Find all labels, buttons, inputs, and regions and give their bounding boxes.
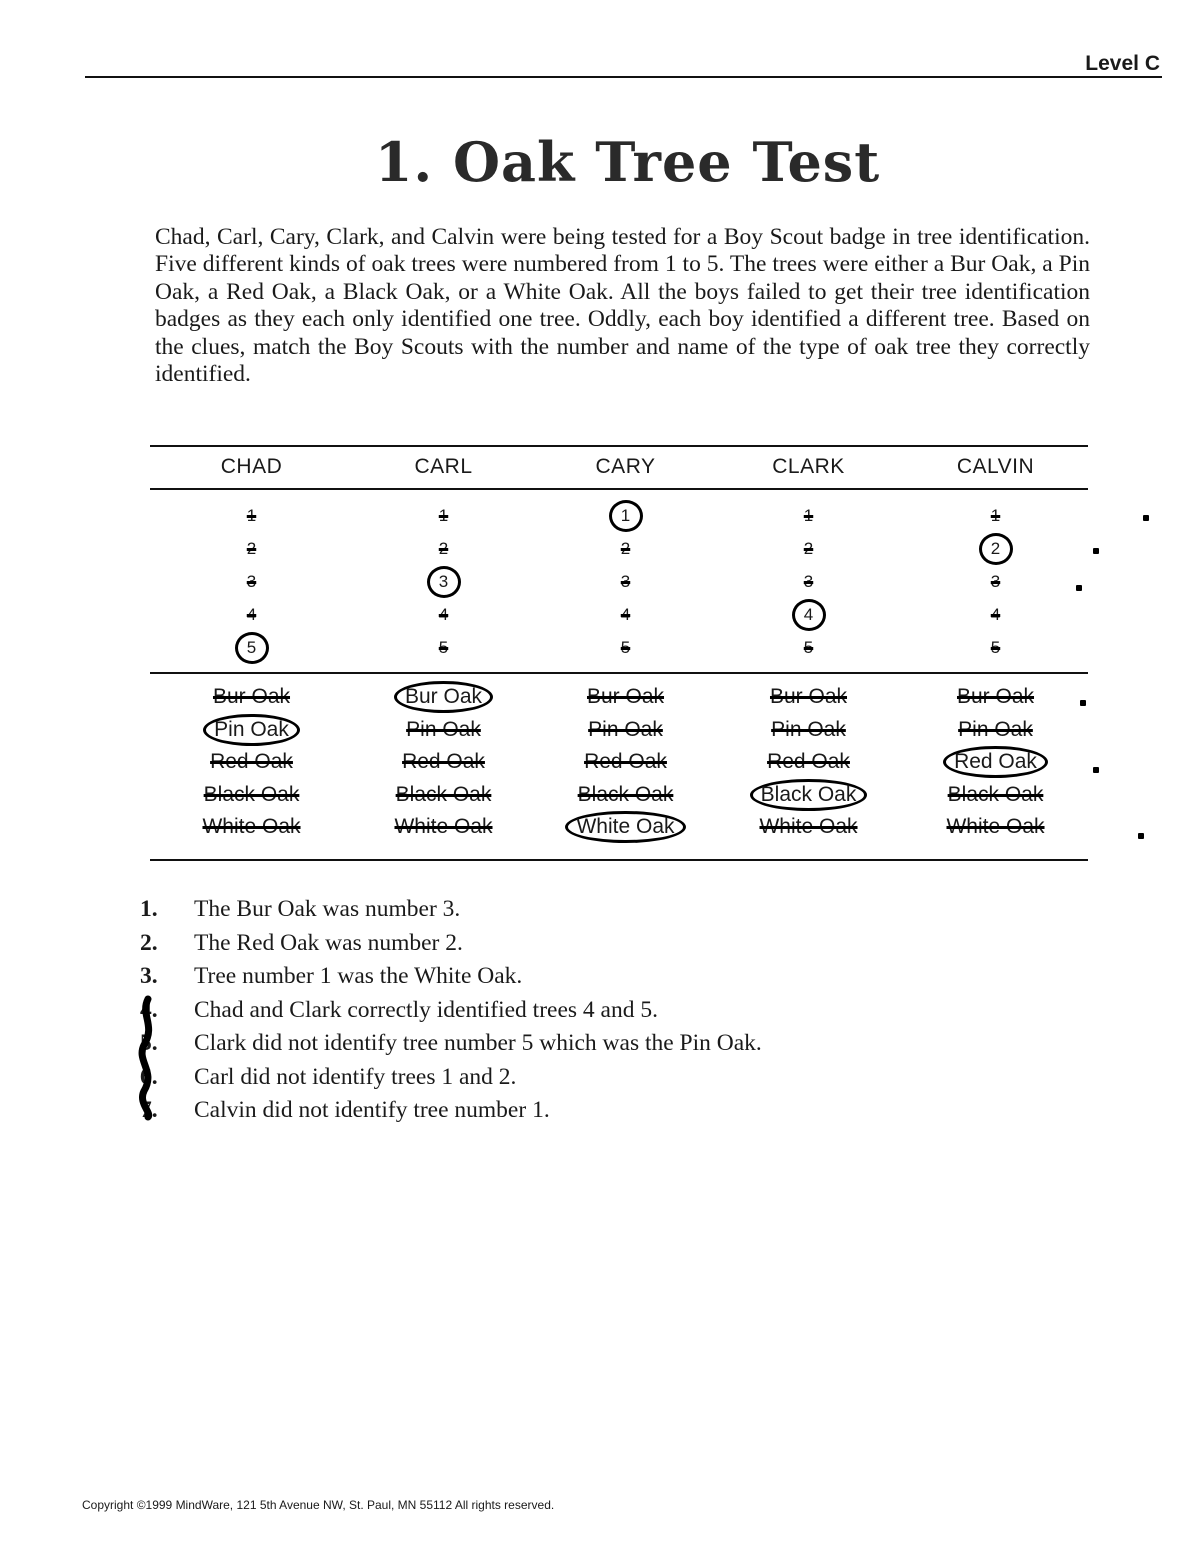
tree-number-row — [532, 499, 719, 532]
tree-number-row — [158, 565, 345, 598]
number-list — [902, 499, 1089, 664]
scan-speck — [1093, 767, 1099, 773]
oak-list — [715, 681, 902, 844]
circled-oak-name: Black Oak — [750, 779, 868, 811]
clue-item — [140, 960, 1040, 994]
clue-item — [140, 994, 1040, 1028]
level-label: Level C — [1085, 52, 1160, 75]
clue-number: 7. — [140, 1097, 158, 1123]
tree-number-row — [902, 565, 1089, 598]
crossed-oak-name: Red Oak — [584, 750, 667, 773]
tree-number-row — [158, 631, 345, 664]
tree-number-row — [715, 532, 902, 565]
crossed-oak-name: Black Oak — [395, 782, 492, 806]
tree-number-row — [158, 532, 345, 565]
tree-number-row — [715, 631, 902, 664]
crossed-oak-name: Black Oak — [947, 782, 1044, 806]
scan-speck — [1093, 548, 1099, 554]
crossed-tree-number: 4 — [438, 605, 449, 624]
crossed-oak-name: Pin Oak — [771, 717, 846, 741]
crossed-oak-name: Red Oak — [210, 750, 293, 773]
crossed-tree-number: 2 — [803, 539, 814, 558]
crossed-tree-number: 3 — [620, 572, 631, 591]
crossed-tree-number: 1 — [990, 506, 1001, 525]
column-name: CALVIN — [956, 455, 1035, 478]
scan-speck — [1138, 833, 1144, 839]
oak-row — [532, 714, 719, 747]
crossed-tree-number: 1 — [803, 506, 814, 525]
copyright-notice: Copyright ©1999 MindWare, 121 5th Avenue NW, St. Paul, MN 55112 All rights reserved. — [82, 1498, 555, 1512]
tree-number-row — [715, 499, 902, 532]
crossed-oak-name: White Oak — [759, 815, 858, 838]
oak-row — [350, 746, 537, 779]
crossed-oak-name: Bur Oak — [212, 685, 291, 708]
crossed-tree-number: 5 — [438, 638, 449, 657]
tree-number-row — [902, 631, 1089, 664]
clue-item — [140, 1061, 1040, 1095]
crossed-oak-name: Black Oak — [577, 782, 674, 806]
crossed-tree-number: 5 — [990, 638, 1001, 657]
tree-number-row — [532, 532, 719, 565]
clue-list — [140, 893, 1040, 1128]
clue-number: 6. — [140, 1063, 158, 1090]
tree-number-row — [158, 598, 345, 631]
tree-number-row — [158, 499, 345, 532]
oak-row — [532, 681, 719, 714]
crossed-oak-name: Red Oak — [767, 750, 850, 773]
clue-number: 5. — [140, 1030, 158, 1056]
number-list — [532, 499, 719, 664]
grid-column-chad — [158, 445, 345, 865]
oak-row — [902, 746, 1089, 779]
oak-list — [902, 681, 1089, 844]
oak-row — [158, 681, 345, 714]
page-title: 1. Oak Tree Test — [374, 130, 881, 194]
crossed-oak-name: Pin Oak — [588, 717, 663, 741]
crossed-tree-number: 4 — [246, 605, 257, 624]
tree-number-row — [350, 565, 537, 598]
circled-tree-number: 5 — [235, 632, 269, 664]
crossed-tree-number: 3 — [990, 572, 1001, 591]
clue-item — [140, 927, 1040, 961]
oak-row — [158, 746, 345, 779]
oak-row — [350, 681, 537, 714]
grid-column-cary — [532, 445, 719, 865]
crossed-tree-number: 2 — [246, 539, 257, 558]
tree-number-row — [715, 565, 902, 598]
clue-number: 3. — [140, 963, 158, 989]
oak-row — [532, 811, 719, 844]
oak-row — [350, 779, 537, 812]
column-name: CARY — [595, 455, 656, 478]
tree-number-row — [532, 631, 719, 664]
scan-speck — [1143, 515, 1149, 521]
oak-row — [158, 714, 345, 747]
circled-tree-number: 2 — [979, 533, 1013, 565]
tree-number-row — [350, 631, 537, 664]
crossed-oak-name: Pin Oak — [958, 717, 1033, 741]
circled-tree-number: 1 — [609, 500, 643, 532]
circled-oak-name: Bur Oak — [394, 681, 493, 713]
crossed-tree-number: 1 — [246, 506, 257, 525]
header-rule — [85, 76, 1162, 78]
crossed-tree-number: 4 — [990, 605, 1001, 624]
tree-number-row — [532, 565, 719, 598]
tree-number-row — [902, 598, 1089, 631]
oak-row — [715, 779, 902, 812]
oak-list — [158, 681, 345, 844]
crossed-oak-name: Black Oak — [203, 782, 300, 806]
crossed-tree-number: 4 — [620, 605, 631, 624]
tree-number-row — [350, 598, 537, 631]
circled-tree-number: 3 — [427, 566, 461, 598]
handwritten-bracket-mark — [134, 995, 162, 1121]
scan-speck — [1080, 700, 1086, 706]
crossed-tree-number: 2 — [620, 539, 631, 558]
column-name: CLARK — [772, 455, 845, 478]
oak-row — [350, 811, 537, 844]
crossed-tree-number: 5 — [803, 638, 814, 657]
clue-item — [140, 1094, 1040, 1128]
crossed-oak-name: Bur Oak — [586, 685, 665, 708]
oak-row — [902, 681, 1089, 714]
crossed-oak-name: White Oak — [394, 815, 493, 838]
clue-item — [140, 893, 1040, 927]
column-name: CHAD — [220, 455, 283, 478]
crossed-oak-name: White Oak — [202, 815, 301, 838]
circled-tree-number: 4 — [792, 599, 826, 631]
crossed-oak-name: White Oak — [946, 815, 1045, 838]
oak-row — [158, 811, 345, 844]
circled-oak-name: Red Oak — [943, 746, 1048, 778]
clue-item — [140, 1027, 1040, 1061]
clue-text: Tree number 1 was the White Oak. — [194, 963, 523, 989]
oak-row — [715, 811, 902, 844]
crossed-oak-name: Bur Oak — [769, 685, 848, 708]
logic-grid — [150, 445, 1088, 865]
oak-row — [532, 779, 719, 812]
number-list — [158, 499, 345, 664]
grid-column-calvin — [902, 445, 1089, 865]
oak-list — [532, 681, 719, 844]
clue-text: The Red Oak was number 2. — [194, 929, 463, 956]
oak-row — [902, 779, 1089, 812]
tree-number-row — [902, 499, 1089, 532]
grid-column-carl — [350, 445, 537, 865]
crossed-oak-name: Bur Oak — [956, 685, 1035, 708]
clue-text: Clark did not identify tree number 5 which was the Pin Oak. — [194, 1030, 762, 1056]
intro-paragraph: Chad, Carl, Cary, Clark, and Calvin were being tested for a Boy Scout badge in tree identification. Five different kinds of oak trees were numbered from 1 to 5. The trees were either a Bur Oak, a Pin Oak, a Red Oak, a Black Oak, or a White Oak. All the boys failed to get their tree identification badges as they each only identified one tree. Oddly, each boy identified a different tree. Based on the clues, match the Boy Scouts with the number and name of the type of oak tree they correctly identified. — [155, 224, 1090, 388]
crossed-oak-name: Pin Oak — [406, 717, 481, 741]
circled-oak-name: White Oak — [565, 811, 685, 843]
oak-row — [350, 714, 537, 747]
crossed-tree-number: 3 — [246, 572, 257, 591]
crossed-tree-number: 5 — [620, 638, 631, 657]
grid-column-clark — [715, 445, 902, 865]
number-list — [715, 499, 902, 664]
crossed-tree-number: 1 — [438, 506, 449, 525]
clue-number: 4. — [140, 996, 158, 1023]
crossed-tree-number: 2 — [438, 539, 449, 558]
clue-number: 1. — [140, 896, 158, 922]
clue-text: The Bur Oak was number 3. — [194, 896, 461, 922]
scan-speck — [1076, 585, 1082, 591]
tree-number-row — [350, 532, 537, 565]
clue-text: Calvin did not identify tree number 1. — [194, 1097, 550, 1123]
tree-number-row — [715, 598, 902, 631]
oak-row — [158, 779, 345, 812]
tree-number-row — [902, 532, 1089, 565]
clue-text: Chad and Clark correctly identified trees 4 and 5. — [194, 996, 658, 1023]
oak-row — [715, 746, 902, 779]
circled-oak-name: Pin Oak — [203, 714, 300, 746]
column-name: CARL — [414, 455, 473, 478]
oak-list — [350, 681, 537, 844]
clue-number: 2. — [140, 929, 158, 956]
oak-row — [902, 714, 1089, 747]
tree-number-row — [350, 499, 537, 532]
oak-row — [902, 811, 1089, 844]
oak-row — [715, 714, 902, 747]
crossed-tree-number: 3 — [803, 572, 814, 591]
oak-row — [715, 681, 902, 714]
tree-number-row — [532, 598, 719, 631]
number-list — [350, 499, 537, 664]
oak-row — [532, 746, 719, 779]
crossed-oak-name: Red Oak — [402, 750, 485, 773]
clue-text: Carl did not identify trees 1 and 2. — [194, 1063, 517, 1090]
